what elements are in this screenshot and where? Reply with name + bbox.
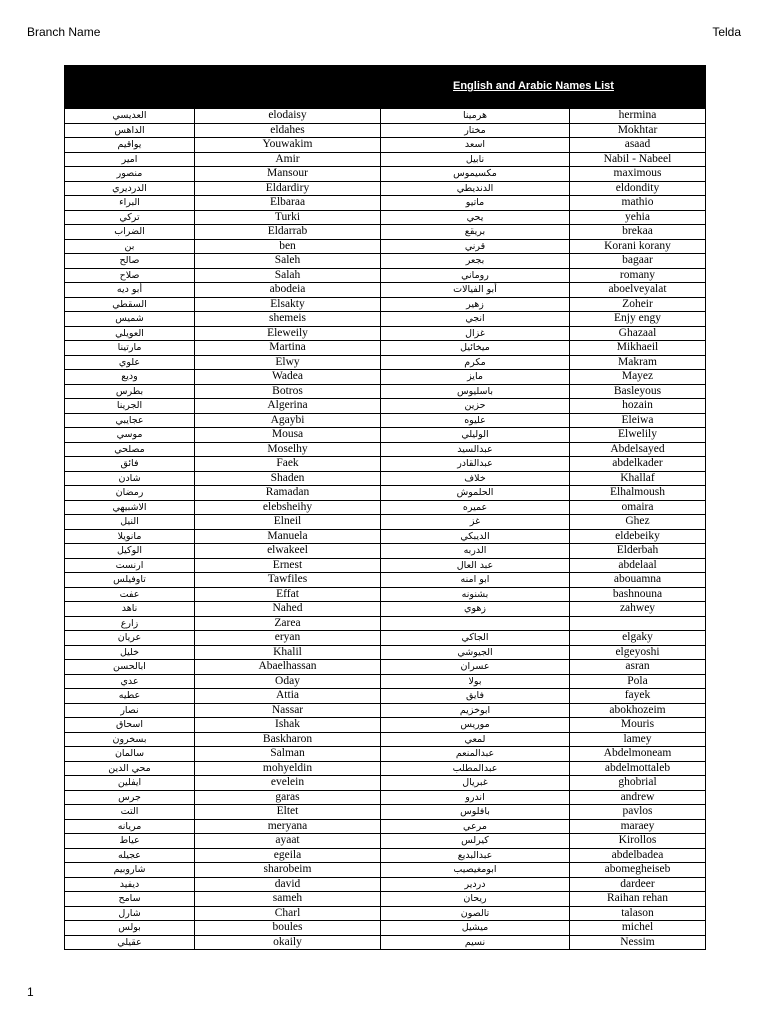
arabic-firstname-cell: غز — [381, 515, 570, 530]
english-firstname-cell: bashnouna — [570, 587, 706, 602]
arabic-firstname-cell: فايق — [381, 689, 570, 704]
table-row — [65, 225, 706, 240]
english-firstname-cell: lamey — [570, 732, 706, 747]
english-surname-cell: Agaybi — [195, 413, 381, 428]
english-firstname-cell: hermina — [570, 109, 706, 124]
english-surname-cell: ben — [195, 239, 381, 254]
english-firstname-cell: yehia — [570, 210, 706, 225]
table-row — [65, 631, 706, 646]
table-row — [65, 660, 706, 675]
arabic-surname-cell: عطيه — [65, 689, 195, 704]
table-row — [65, 689, 706, 704]
arabic-firstname-cell: قرني — [381, 239, 570, 254]
table-row — [65, 863, 706, 878]
english-firstname-cell: Elhalmoush — [570, 486, 706, 501]
english-surname-cell: Effat — [195, 587, 381, 602]
arabic-surname-cell: بطرس — [65, 384, 195, 399]
arabic-firstname-cell: ابومغيصيب — [381, 863, 570, 878]
arabic-surname-cell: نصار — [65, 703, 195, 718]
table-row — [65, 703, 706, 718]
table-title-cell — [65, 66, 706, 109]
table-row — [65, 921, 706, 936]
arabic-surname-cell: رمضان — [65, 486, 195, 501]
arabic-firstname-cell: مايز — [381, 370, 570, 385]
table-row — [65, 283, 706, 298]
english-surname-cell: Eldarrab — [195, 225, 381, 240]
english-surname-cell: Baskharon — [195, 732, 381, 747]
table-row — [65, 312, 706, 327]
english-firstname-cell: maraey — [570, 819, 706, 834]
table-row — [65, 500, 706, 515]
arabic-firstname-cell: يحي — [381, 210, 570, 225]
english-firstname-cell: fayek — [570, 689, 706, 704]
english-surname-cell: elwakeel — [195, 544, 381, 559]
arabic-surname-cell: مانويلا — [65, 529, 195, 544]
table-row — [65, 877, 706, 892]
english-firstname-cell: Mayez — [570, 370, 706, 385]
arabic-surname-cell: اسحاق — [65, 718, 195, 733]
arabic-surname-cell: ارنست — [65, 558, 195, 573]
table-row — [65, 573, 706, 588]
english-surname-cell: Moselhy — [195, 442, 381, 457]
english-firstname-cell: Mouris — [570, 718, 706, 733]
english-surname-cell: okaily — [195, 935, 381, 950]
english-firstname-cell: Abdelmoneam — [570, 747, 706, 762]
arabic-surname-cell: سامح — [65, 892, 195, 907]
names-table — [64, 65, 706, 950]
arabic-firstname-cell: ابوخزيم — [381, 703, 570, 718]
arabic-firstname-cell — [381, 616, 570, 631]
arabic-surname-cell: التت — [65, 805, 195, 820]
arabic-surname-cell: ابالحسن — [65, 660, 195, 675]
english-firstname-cell: dardeer — [570, 877, 706, 892]
arabic-surname-cell: عفت — [65, 587, 195, 602]
arabic-firstname-cell: مكرم — [381, 355, 570, 370]
arabic-surname-cell: موسي — [65, 428, 195, 443]
arabic-surname-cell: الدرديري — [65, 181, 195, 196]
table-row — [65, 123, 706, 138]
english-firstname-cell: andrew — [570, 790, 706, 805]
arabic-firstname-cell: موريس — [381, 718, 570, 733]
arabic-firstname-cell: عميره — [381, 500, 570, 515]
english-surname-cell: meryana — [195, 819, 381, 834]
arabic-surname-cell: ناهد — [65, 602, 195, 617]
arabic-firstname-cell: عبدالبديع — [381, 848, 570, 863]
arabic-firstname-cell: عبدالسيد — [381, 442, 570, 457]
english-surname-cell: evelein — [195, 776, 381, 791]
english-firstname-cell: Eleiwa — [570, 413, 706, 428]
english-surname-cell: Martina — [195, 341, 381, 356]
english-surname-cell: Wadea — [195, 370, 381, 385]
arabic-firstname-cell: انجي — [381, 312, 570, 327]
table-row — [65, 602, 706, 617]
english-surname-cell: Algerina — [195, 399, 381, 414]
arabic-surname-cell: عجيله — [65, 848, 195, 863]
english-firstname-cell: mathio — [570, 196, 706, 211]
english-firstname-cell: eldebeiky — [570, 529, 706, 544]
english-surname-cell: Abaelhassan — [195, 660, 381, 675]
table-row — [65, 326, 706, 341]
table-row — [65, 776, 706, 791]
arabic-firstname-cell: الديبكي — [381, 529, 570, 544]
arabic-surname-cell: مارتينا — [65, 341, 195, 356]
english-firstname-cell: Zoheir — [570, 297, 706, 312]
english-surname-cell: elodaisy — [195, 109, 381, 124]
english-firstname-cell: Nessim — [570, 935, 706, 950]
english-firstname-cell: Elderbah — [570, 544, 706, 559]
arabic-surname-cell: وديع — [65, 370, 195, 385]
english-surname-cell: david — [195, 877, 381, 892]
table-row — [65, 674, 706, 689]
english-firstname-cell: abouamna — [570, 573, 706, 588]
arabic-surname-cell: فائق — [65, 457, 195, 472]
english-surname-cell: Oday — [195, 674, 381, 689]
table-body — [65, 109, 706, 950]
english-surname-cell: Elsakty — [195, 297, 381, 312]
english-surname-cell: Botros — [195, 384, 381, 399]
english-firstname-cell: Basleyous — [570, 384, 706, 399]
english-surname-cell: Nassar — [195, 703, 381, 718]
arabic-firstname-cell: ميخائيل — [381, 341, 570, 356]
table-row — [65, 355, 706, 370]
english-firstname-cell: Nabil - Nabeel — [570, 152, 706, 167]
english-surname-cell: boules — [195, 921, 381, 936]
arabic-firstname-cell: دردير — [381, 877, 570, 892]
english-surname-cell: shemeis — [195, 312, 381, 327]
table-row — [65, 906, 706, 921]
arabic-firstname-cell: الوليلي — [381, 428, 570, 443]
english-surname-cell: Khalil — [195, 645, 381, 660]
english-surname-cell: Eldardiry — [195, 181, 381, 196]
arabic-surname-cell: مصلحي — [65, 442, 195, 457]
header-telda: Telda — [712, 25, 741, 39]
arabic-firstname-cell: حزين — [381, 399, 570, 414]
table-row — [65, 544, 706, 559]
arabic-surname-cell: محي الدين — [65, 761, 195, 776]
arabic-firstname-cell: نابيل — [381, 152, 570, 167]
english-firstname-cell: Elwelily — [570, 428, 706, 443]
table-row — [65, 239, 706, 254]
arabic-firstname-cell: عسران — [381, 660, 570, 675]
table-row — [65, 428, 706, 443]
english-surname-cell: Manuela — [195, 529, 381, 544]
arabic-surname-cell: شادن — [65, 471, 195, 486]
arabic-surname-cell: عقيلي — [65, 935, 195, 950]
arabic-firstname-cell: زهوي — [381, 602, 570, 617]
english-surname-cell: Ramadan — [195, 486, 381, 501]
arabic-firstname-cell: مختار — [381, 123, 570, 138]
english-firstname-cell: brekaa — [570, 225, 706, 240]
arabic-surname-cell: تركي — [65, 210, 195, 225]
arabic-surname-cell: العديسي — [65, 109, 195, 124]
english-surname-cell: garas — [195, 790, 381, 805]
arabic-firstname-cell: بريقع — [381, 225, 570, 240]
arabic-surname-cell: شاروبيم — [65, 863, 195, 878]
arabic-firstname-cell: بشنونه — [381, 587, 570, 602]
arabic-surname-cell: الضراب — [65, 225, 195, 240]
english-firstname-cell: aboelveyalat — [570, 283, 706, 298]
table-row — [65, 732, 706, 747]
arabic-firstname-cell: كيرلس — [381, 834, 570, 849]
arabic-surname-cell: زارع — [65, 616, 195, 631]
arabic-firstname-cell: اسعد — [381, 138, 570, 153]
english-firstname-cell: michel — [570, 921, 706, 936]
table-row — [65, 384, 706, 399]
arabic-firstname-cell: ريحان — [381, 892, 570, 907]
arabic-surname-cell: الوكيل — [65, 544, 195, 559]
arabic-firstname-cell: ماتيو — [381, 196, 570, 211]
english-firstname-cell: abdelaal — [570, 558, 706, 573]
english-surname-cell: ayaat — [195, 834, 381, 849]
english-firstname-cell: zahwey — [570, 602, 706, 617]
arabic-firstname-cell: اندرو — [381, 790, 570, 805]
english-surname-cell: Shaden — [195, 471, 381, 486]
table-row — [65, 138, 706, 153]
english-firstname-cell: Ghazaal — [570, 326, 706, 341]
arabic-surname-cell: جرس — [65, 790, 195, 805]
table-title: English and Arabic Names List — [453, 80, 614, 92]
table-row — [65, 848, 706, 863]
arabic-firstname-cell: نسيم — [381, 935, 570, 950]
table-row — [65, 790, 706, 805]
table-title-row — [65, 66, 706, 109]
arabic-surname-cell: بولس — [65, 921, 195, 936]
english-firstname-cell: Khallaf — [570, 471, 706, 486]
english-firstname-cell: romany — [570, 268, 706, 283]
table-row — [65, 109, 706, 124]
arabic-surname-cell: منصور — [65, 167, 195, 182]
english-surname-cell: Eltet — [195, 805, 381, 820]
english-surname-cell: Attia — [195, 689, 381, 704]
arabic-surname-cell: صلاح — [65, 268, 195, 283]
english-surname-cell: Ernest — [195, 558, 381, 573]
english-firstname-cell: abdelkader — [570, 457, 706, 472]
table-row — [65, 341, 706, 356]
english-firstname-cell: asran — [570, 660, 706, 675]
table-row — [65, 935, 706, 950]
english-firstname-cell: Makram — [570, 355, 706, 370]
arabic-firstname-cell: الجاكي — [381, 631, 570, 646]
arabic-firstname-cell: غبريال — [381, 776, 570, 791]
arabic-firstname-cell: هرمينا — [381, 109, 570, 124]
english-surname-cell: Tawfiles — [195, 573, 381, 588]
english-surname-cell: Youwakim — [195, 138, 381, 153]
english-surname-cell: Eleweily — [195, 326, 381, 341]
table-row — [65, 529, 706, 544]
english-surname-cell: Amir — [195, 152, 381, 167]
arabic-firstname-cell: مكسيموس — [381, 167, 570, 182]
english-firstname-cell: Kirollos — [570, 834, 706, 849]
table-row — [65, 486, 706, 501]
table-row — [65, 457, 706, 472]
arabic-surname-cell: الاشبيهي — [65, 500, 195, 515]
arabic-firstname-cell: بافلوس — [381, 805, 570, 820]
english-surname-cell: Zarea — [195, 616, 381, 631]
english-surname-cell: eryan — [195, 631, 381, 646]
english-firstname-cell: abdelbadea — [570, 848, 706, 863]
arabic-surname-cell: النيل — [65, 515, 195, 530]
english-firstname-cell: eldondity — [570, 181, 706, 196]
arabic-firstname-cell: لمعي — [381, 732, 570, 747]
arabic-surname-cell: صالح — [65, 254, 195, 269]
arabic-firstname-cell: عبدالقادر — [381, 457, 570, 472]
arabic-surname-cell: بن — [65, 239, 195, 254]
arabic-firstname-cell: بولا — [381, 674, 570, 689]
english-surname-cell: Elbaraa — [195, 196, 381, 211]
arabic-firstname-cell: زهير — [381, 297, 570, 312]
arabic-firstname-cell: الدنديطي — [381, 181, 570, 196]
english-surname-cell: elebsheihy — [195, 500, 381, 515]
english-firstname-cell: Raihan rehan — [570, 892, 706, 907]
english-firstname-cell: elgaky — [570, 631, 706, 646]
english-surname-cell: egeila — [195, 848, 381, 863]
english-firstname-cell: Ghez — [570, 515, 706, 530]
english-surname-cell: Salman — [195, 747, 381, 762]
arabic-firstname-cell: عبدالمطلب — [381, 761, 570, 776]
arabic-firstname-cell: الجيوشي — [381, 645, 570, 660]
table-row — [65, 413, 706, 428]
english-surname-cell: Charl — [195, 906, 381, 921]
table-row — [65, 834, 706, 849]
english-firstname-cell: pavlos — [570, 805, 706, 820]
arabic-firstname-cell: خلاف — [381, 471, 570, 486]
english-firstname-cell: talason — [570, 906, 706, 921]
english-surname-cell: Nahed — [195, 602, 381, 617]
english-firstname-cell: bagaar — [570, 254, 706, 269]
english-firstname-cell: elgeyoshi — [570, 645, 706, 660]
english-firstname-cell: abdelmottaleb — [570, 761, 706, 776]
arabic-firstname-cell: باسليوس — [381, 384, 570, 399]
arabic-firstname-cell: مرعي — [381, 819, 570, 834]
table-row — [65, 558, 706, 573]
table-row — [65, 805, 706, 820]
english-firstname-cell: maximous — [570, 167, 706, 182]
arabic-surname-cell: يواقيم — [65, 138, 195, 153]
table-row — [65, 399, 706, 414]
table-row — [65, 587, 706, 602]
english-firstname-cell: abomegheiseb — [570, 863, 706, 878]
english-firstname-cell: omaira — [570, 500, 706, 515]
english-surname-cell: mohyeldin — [195, 761, 381, 776]
arabic-surname-cell: تاوفيلس — [65, 573, 195, 588]
table-row — [65, 268, 706, 283]
english-surname-cell: sameh — [195, 892, 381, 907]
english-firstname-cell: asaad — [570, 138, 706, 153]
table-row — [65, 442, 706, 457]
arabic-surname-cell: ايفلين — [65, 776, 195, 791]
english-surname-cell: Faek — [195, 457, 381, 472]
arabic-surname-cell: عياط — [65, 834, 195, 849]
arabic-surname-cell: ديفيد — [65, 877, 195, 892]
arabic-surname-cell: العويلي — [65, 326, 195, 341]
english-firstname-cell: Mikhaeil — [570, 341, 706, 356]
english-surname-cell: Mansour — [195, 167, 381, 182]
arabic-firstname-cell: الحلموش — [381, 486, 570, 501]
page-number: 1 — [27, 985, 34, 999]
arabic-surname-cell: عدي — [65, 674, 195, 689]
table-row — [65, 616, 706, 631]
arabic-surname-cell: علوي — [65, 355, 195, 370]
english-surname-cell: sharobeim — [195, 863, 381, 878]
table-row — [65, 181, 706, 196]
arabic-firstname-cell: عبد العال — [381, 558, 570, 573]
english-surname-cell: Elwy — [195, 355, 381, 370]
arabic-surname-cell: شميس — [65, 312, 195, 327]
arabic-surname-cell: شارل — [65, 906, 195, 921]
arabic-firstname-cell: روماني — [381, 268, 570, 283]
arabic-surname-cell: سالمان — [65, 747, 195, 762]
english-surname-cell: Ishak — [195, 718, 381, 733]
english-surname-cell: Salah — [195, 268, 381, 283]
table-row — [65, 645, 706, 660]
english-firstname-cell: Mokhtar — [570, 123, 706, 138]
arabic-firstname-cell: الدربه — [381, 544, 570, 559]
english-surname-cell: Saleh — [195, 254, 381, 269]
english-firstname-cell: Pola — [570, 674, 706, 689]
arabic-surname-cell: الداهس — [65, 123, 195, 138]
table-row — [65, 297, 706, 312]
table-row — [65, 892, 706, 907]
arabic-firstname-cell: غزال — [381, 326, 570, 341]
table-row — [65, 196, 706, 211]
arabic-surname-cell: عريان — [65, 631, 195, 646]
arabic-firstname-cell: بجعر — [381, 254, 570, 269]
table-row — [65, 167, 706, 182]
english-surname-cell: Elneil — [195, 515, 381, 530]
english-firstname-cell: Abdelsayed — [570, 442, 706, 457]
table-row — [65, 370, 706, 385]
table-row — [65, 210, 706, 225]
arabic-firstname-cell: أبو الفيالات — [381, 283, 570, 298]
arabic-surname-cell: السقطي — [65, 297, 195, 312]
english-surname-cell: abodeia — [195, 283, 381, 298]
arabic-surname-cell: خليل — [65, 645, 195, 660]
table-row — [65, 761, 706, 776]
arabic-firstname-cell: ميشيل — [381, 921, 570, 936]
table-row — [65, 254, 706, 269]
arabic-surname-cell: مريانه — [65, 819, 195, 834]
english-surname-cell: eldahes — [195, 123, 381, 138]
table-row — [65, 819, 706, 834]
table-row — [65, 718, 706, 733]
header-branch-name: Branch Name — [27, 25, 101, 39]
table-row — [65, 747, 706, 762]
english-firstname-cell: Korani korany — [570, 239, 706, 254]
arabic-surname-cell: عجايبي — [65, 413, 195, 428]
arabic-firstname-cell: ابو امنه — [381, 573, 570, 588]
english-firstname-cell: ghobrial — [570, 776, 706, 791]
english-firstname-cell: hozain — [570, 399, 706, 414]
english-surname-cell: Turki — [195, 210, 381, 225]
arabic-firstname-cell: عبدالمنعم — [381, 747, 570, 762]
arabic-surname-cell: امير — [65, 152, 195, 167]
arabic-surname-cell: الجرينا — [65, 399, 195, 414]
arabic-surname-cell: البراء — [65, 196, 195, 211]
arabic-surname-cell: بسخرون — [65, 732, 195, 747]
english-surname-cell: Mousa — [195, 428, 381, 443]
arabic-firstname-cell: عليوه — [381, 413, 570, 428]
table-row — [65, 471, 706, 486]
table-row — [65, 515, 706, 530]
english-firstname-cell: Enjy engy — [570, 312, 706, 327]
english-firstname-cell: abokhozeim — [570, 703, 706, 718]
arabic-firstname-cell: تالصون — [381, 906, 570, 921]
table-row — [65, 152, 706, 167]
arabic-surname-cell: أبو ديه — [65, 283, 195, 298]
english-firstname-cell — [570, 616, 706, 631]
